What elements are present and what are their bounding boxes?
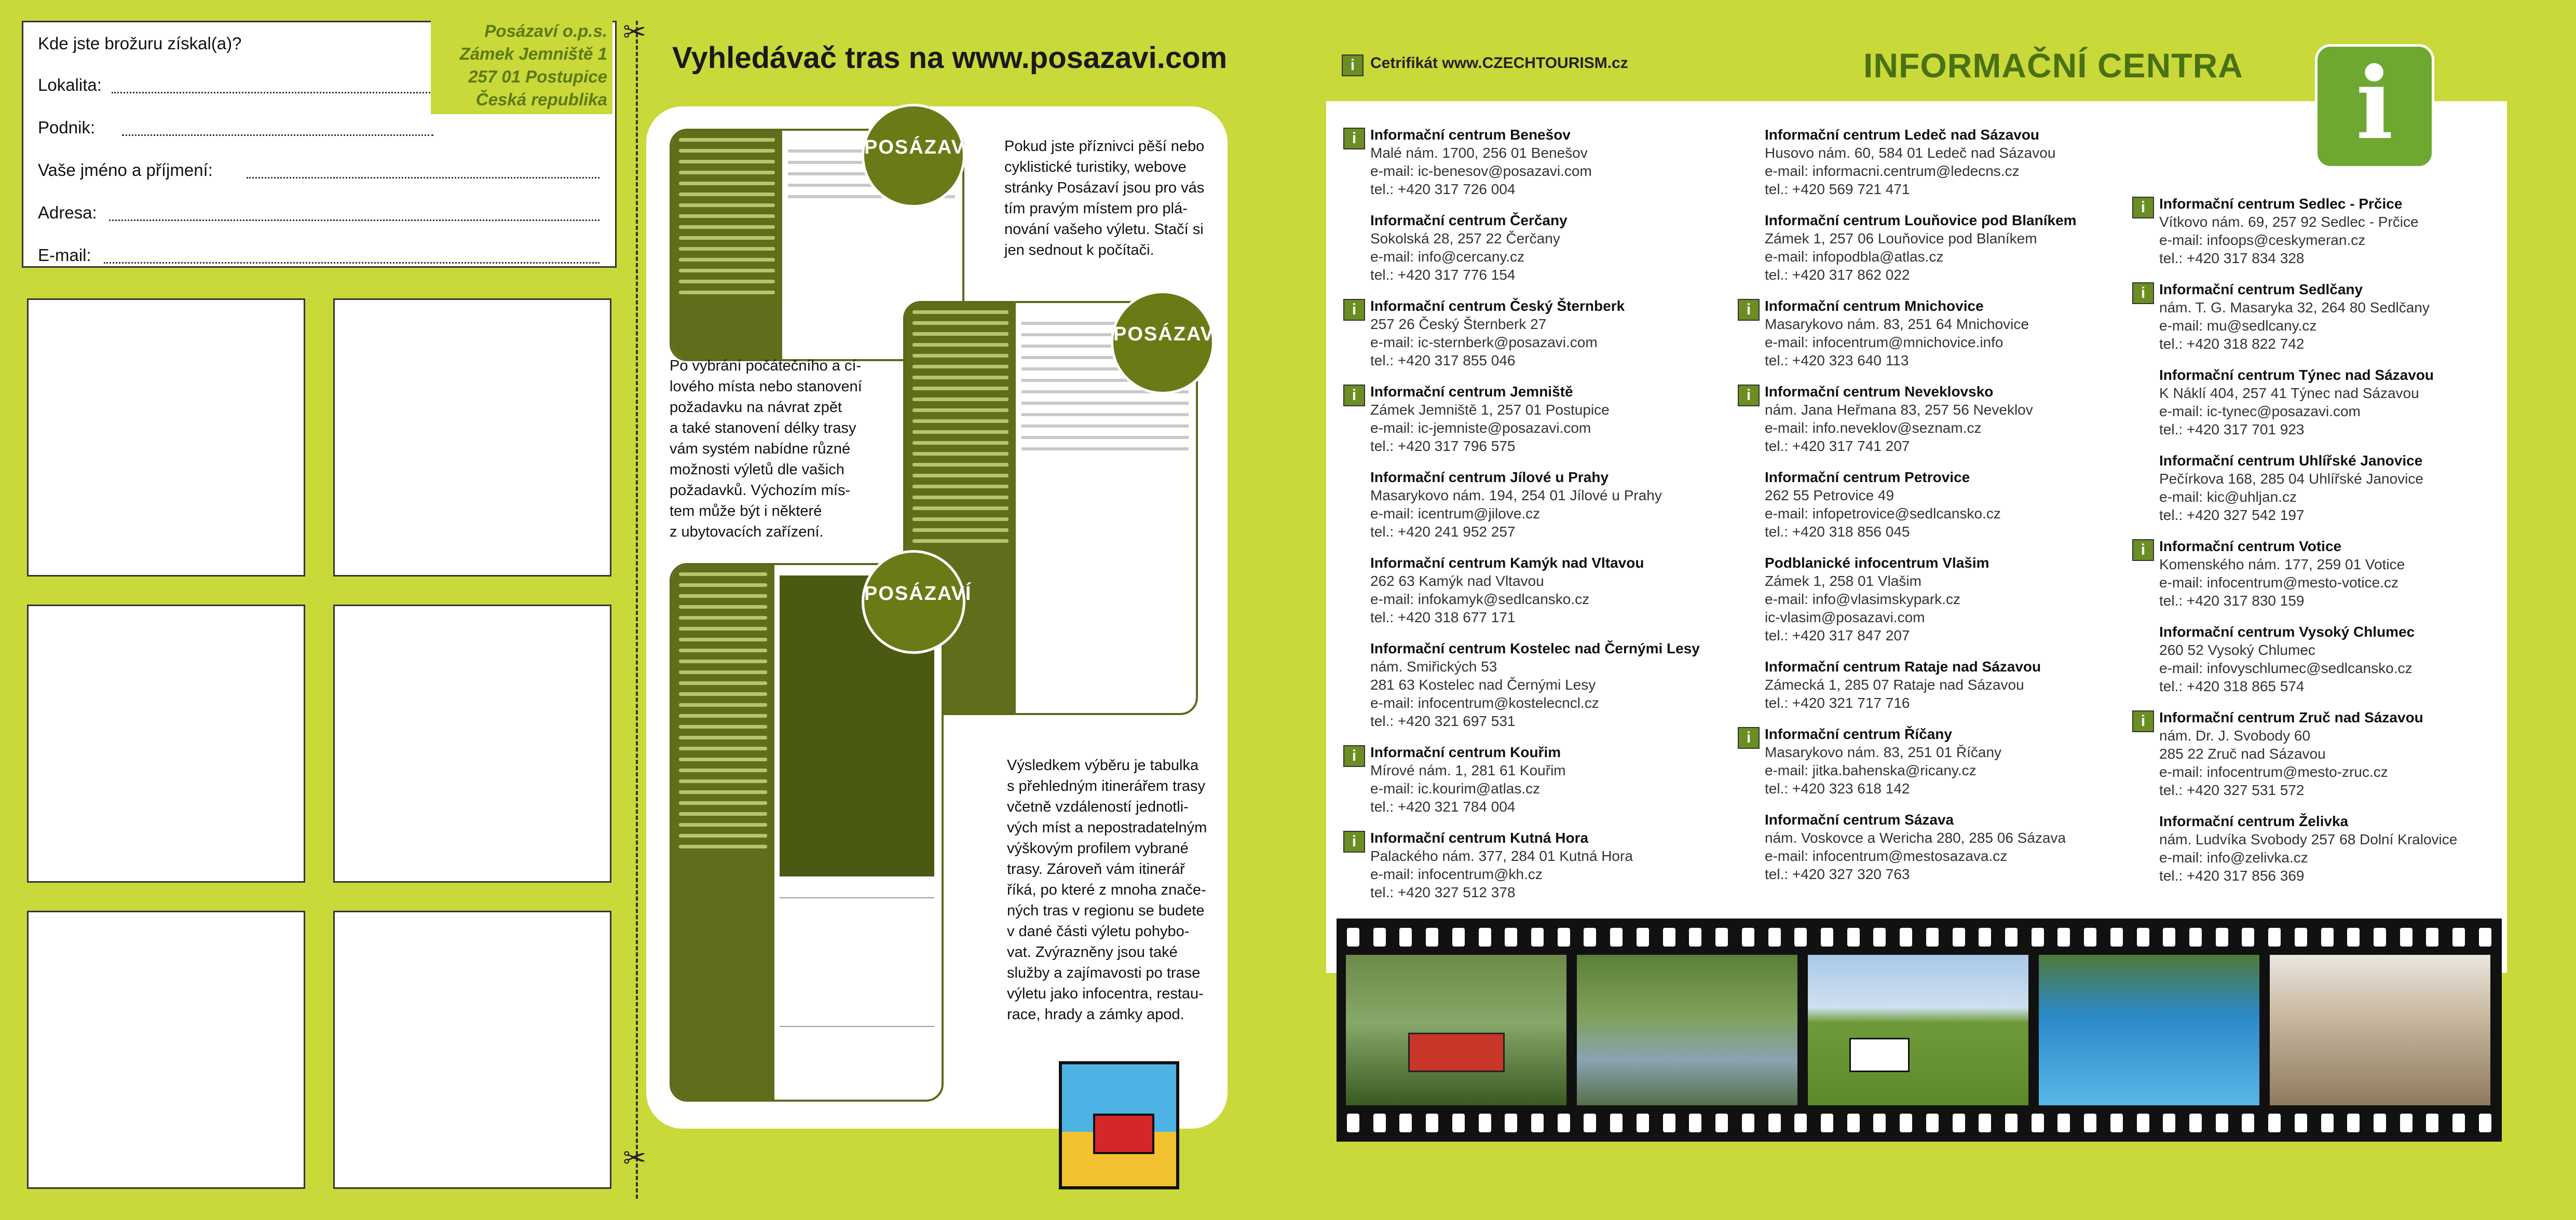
posazavi-logo-text: POSÁZAVÍ — [864, 583, 972, 605]
info-centre-detail: e-mail: infovyschlumec@sedlcansko.cz — [2159, 660, 2413, 676]
field-label-name: Vaše jméno a příjmení: — [38, 160, 213, 180]
info-centre-name: Informační centrum Vysoký Chlumec — [2159, 624, 2415, 640]
field-podnik[interactable] — [122, 134, 433, 136]
info-centre-detail: e-mail: infopetrovice@sedlcansko.cz — [1765, 505, 2001, 522]
info-centre-detail: tel.: +420 317 776 154 — [1370, 267, 1516, 283]
info-centre-detail: nám. Smiřických 53 — [1370, 659, 1497, 675]
info-centre-detail: tel.: +420 317 856 369 — [2159, 868, 2305, 884]
info-centre-entry — [2159, 366, 2554, 438]
info-centre-detail: tel.: +420 321 784 004 — [1370, 799, 1516, 815]
selection-paragraph — [670, 355, 888, 542]
paragraph-line: jen sednout k počítači. — [1004, 242, 1154, 258]
info-centre-detail: Sokolská 28, 257 22 Čerčany — [1370, 230, 1560, 246]
info-centre-name: Podblanické infocentrum Vlašim — [1765, 555, 1989, 571]
info-centre-name: Informační centrum Jemniště — [1370, 383, 1573, 400]
info-icon: i — [1343, 128, 1365, 149]
scissors-icon: ✂ — [623, 16, 647, 48]
screenshot-sidebar — [672, 565, 774, 1100]
info-centre-name: Informační centrum Louňovice pod Blaníkem — [1765, 212, 2077, 228]
info-centre-entry — [2141, 708, 2554, 799]
info-centre-detail: Zámek 1, 257 06 Louňovice pod Blaníkem — [1765, 230, 2037, 246]
info-centre-detail: nám. Ludvíka Svobody 257 68 Dolní Kralovice — [2159, 831, 2458, 847]
posazavi-logo-text: POSÁZAVÍ — [1113, 323, 1221, 345]
info-centre-detail: e-mail: infocentrum@kostelecncl.cz — [1370, 695, 1599, 711]
info-centre-entry — [1352, 382, 1765, 455]
certificate-text: Cetrifikát www.CZECHTOURISM.cz — [1370, 54, 1628, 72]
route-finder-title: Vyhledávač tras na www.posazavi.com — [672, 41, 1228, 75]
info-centre-entry — [1746, 297, 2159, 369]
field-email[interactable] — [104, 262, 599, 264]
address-line: Zámek Jemniště 1 — [459, 44, 607, 63]
info-centre-detail: tel.: +420 323 618 142 — [1765, 780, 1910, 797]
info-centre-name: Informační centrum Petrovice — [1765, 469, 1970, 485]
cut-line — [636, 21, 638, 1199]
info-centre-name: Informační centrum Kamýk nad Vltavou — [1370, 555, 1644, 571]
address-line: 257 01 Postupice — [468, 67, 607, 86]
info-centre-detail: e-mail: infokamyk@sedlcansko.cz — [1370, 591, 1590, 607]
info-centre-detail: Vítkovo nám. 69, 257 92 Sedlec - Prčice — [2159, 214, 2419, 230]
info-centre-name: Informační centrum Český Šternberk — [1370, 298, 1625, 314]
info-centre-name: Informační centrum Rataje nad Sázavou — [1765, 659, 2041, 675]
info-centre-detail: tel.: +420 321 697 531 — [1370, 713, 1516, 729]
info-centre-detail: Masarykovo nám. 83, 251 64 Mnichovice — [1765, 316, 2029, 332]
info-centre-name: Informační centrum Čerčany — [1370, 212, 1568, 228]
info-centre-detail: e-mail: infocentrum@mnichovice.info — [1765, 334, 2003, 350]
info-centre-name: Informační centrum Kutná Hora — [1370, 830, 1589, 846]
info-centre-detail: tel.: +420 321 717 716 — [1765, 695, 1910, 711]
info-centre-entry — [1370, 554, 1765, 626]
info-centre-detail: nám. Jana Heřmana 83, 257 56 Neveklov — [1765, 402, 2033, 418]
info-centre-detail: e-mail: icentrum@jilove.cz — [1370, 505, 1541, 522]
info-centre-detail: e-mail: ic-jemniste@posazavi.com — [1370, 420, 1591, 436]
info-centre-detail: tel.: +420 317 855 046 — [1370, 352, 1516, 368]
paragraph-line: cyklistické turistiky, webove — [1004, 159, 1187, 175]
paragraph-line: Pokud jste příznivci pěší nebo — [1004, 138, 1205, 155]
info-logo — [2315, 44, 2434, 169]
field-label-podnik: Podnik: — [38, 118, 96, 137]
info-centre-detail: e-mail: infoops@ceskymeran.cz — [2159, 232, 2366, 248]
photo-swimming-pool — [2039, 955, 2259, 1105]
info-centre-detail: nám. Dr. J. Svobody 60 — [2159, 728, 2311, 744]
info-centre-detail: Masarykovo nám. 194, 254 01 Jílové u Prahy — [1370, 487, 1662, 503]
info-centre-entry — [1746, 725, 2159, 798]
paragraph-line: tím pravým místem pro plá- — [1004, 200, 1188, 217]
info-centre-detail: tel.: +420 317 701 923 — [2159, 421, 2305, 437]
info-centre-entry — [1765, 126, 2159, 198]
info-icon: i — [1343, 385, 1365, 406]
info-centre-entry — [1765, 811, 2159, 883]
photo-train — [1346, 955, 1566, 1105]
info-centre-detail: e-mail: infocentrum@mestosazava.cz — [1765, 848, 2008, 864]
info-centre-detail: 260 52 Vysoký Chlumec — [2159, 642, 2315, 658]
paragraph-line: a také stanovení délky trasy — [670, 420, 856, 436]
info-centre-detail: Komenského nám. 177, 259 01 Votice — [2159, 556, 2405, 572]
posazavi-logo-text: POSÁZAVÍ — [864, 136, 972, 158]
info-icon: i — [1738, 385, 1760, 406]
info-centre-detail: Palackého nám. 377, 284 01 Kutná Hora — [1370, 848, 1633, 864]
info-centre-entry — [1352, 297, 1765, 369]
address-line: Česká republika — [475, 90, 607, 109]
paragraph-line: nování vašeho výletu. Stačí si — [1004, 221, 1204, 238]
paragraph-line: požadavků. Výchozím mís- — [670, 482, 851, 499]
field-label-email: E-mail: — [38, 245, 91, 265]
info-centre-detail: tel.: +420 327 542 197 — [2159, 507, 2305, 523]
info-centre-entry — [1370, 468, 1765, 541]
info-centre-entry — [1370, 639, 1765, 730]
info-centres-title: INFORMAČNÍ CENTRA — [1863, 46, 2243, 85]
info-centre-name: Informační centrum Zruč nad Sázavou — [2159, 709, 2423, 725]
form-question: Kde jste brožuru získal(a)? — [38, 34, 242, 53]
info-centre-detail: e-mail: informacni.centrum@ledecns.cz — [1765, 163, 2020, 179]
screenshot-sidebar — [672, 131, 782, 359]
field-address[interactable] — [109, 220, 599, 221]
info-icon: i — [2132, 282, 2154, 304]
info-centre-detail: Masarykovo nám. 83, 251 01 Říčany — [1765, 744, 2002, 760]
info-icon: i — [1343, 745, 1365, 767]
info-centre-detail: Zámek 1, 258 01 Vlašim — [1765, 573, 1921, 589]
photo-slot[interactable] — [27, 298, 305, 577]
info-centre-detail: Malé nám. 1700, 256 01 Benešov — [1370, 145, 1588, 161]
paragraph-line: s přehledným itinerářem trasy — [1007, 778, 1205, 794]
info-centre-entry — [2141, 537, 2554, 610]
field-lokalita[interactable] — [112, 92, 433, 93]
info-centre-detail: 257 26 Český Šternberk 27 — [1370, 316, 1547, 332]
field-label-lokalita: Lokalita: — [38, 75, 102, 94]
paragraph-line: říká, po které z mnoha znače- — [1007, 882, 1206, 898]
info-icon: i — [2132, 710, 2154, 732]
info-centre-detail: 262 63 Kamýk nad Vltavou — [1370, 573, 1544, 589]
info-icon: i — [2132, 539, 2154, 561]
info-centre-detail: tel.: +420 327 320 763 — [1765, 866, 1910, 882]
info-icon: i — [1342, 54, 1364, 76]
info-centre-name: Informační centrum Mnichovice — [1765, 298, 1984, 314]
paragraph-line: výletu jako infocentra, restau- — [1007, 985, 1204, 1002]
info-centre-detail: Zámecká 1, 285 07 Rataje nad Sázavou — [1765, 677, 2024, 693]
info-centre-detail: tel.: +420 327 512 378 — [1370, 884, 1516, 900]
info-centre-name: Informační centrum Želivka — [2159, 813, 2349, 829]
photo-cows — [1808, 955, 2028, 1105]
intro-paragraph — [1004, 136, 1222, 261]
photo-slot[interactable] — [27, 605, 305, 883]
info-centre-entry — [2141, 280, 2554, 353]
paragraph-line: možnosti výletů dle vašich — [670, 461, 844, 478]
info-centre-detail: tel.: +420 241 952 257 — [1370, 524, 1516, 540]
info-logo-letter: i — [2355, 46, 2394, 161]
info-centre-entry — [1765, 468, 2159, 541]
paragraph-line: služby a zajímavosti po trase — [1007, 965, 1201, 981]
paragraph-line: vat. Zvýrazněny jsou také — [1007, 944, 1178, 961]
info-centre-detail: tel.: +420 317 834 328 — [2159, 250, 2305, 266]
paragraph-line: v dané části výletu pohybo- — [1007, 923, 1190, 940]
photo-slot[interactable] — [333, 605, 611, 883]
info-centre-entry — [1765, 211, 2159, 284]
info-centre-name: Informační centrum Neveklovsko — [1765, 383, 1994, 400]
info-centre-detail: e-mail: ic.kourim@atlas.cz — [1370, 780, 1541, 797]
info-centre-detail: tel.: +420 318 677 171 — [1370, 609, 1516, 625]
scissors-icon: ✂ — [623, 1142, 647, 1174]
info-centre-detail: e-mail: info.neveklov@seznam.cz — [1765, 420, 1982, 436]
info-centre-name: Informační centrum Sedlčany — [2159, 281, 2363, 297]
posazavi-logo — [862, 104, 972, 208]
info-centre-name: Informační centrum Benešov — [1370, 127, 1571, 143]
photo-slot[interactable] — [333, 911, 611, 1189]
address-line: Posázaví o.p.s. — [484, 21, 607, 40]
info-centre-entry — [2141, 195, 2554, 267]
info-centre-detail: tel.: +420 569 721 471 — [1765, 181, 1910, 197]
info-centre-entry — [1352, 126, 1765, 198]
info-centre-entry — [1370, 211, 1765, 284]
info-centre-detail: e-mail: ic-sternberk@posazavi.com — [1370, 334, 1598, 350]
info-icon: i — [2132, 197, 2154, 218]
info-centre-detail: 262 55 Petrovice 49 — [1765, 487, 1894, 503]
info-centre-detail: e-mail: info@zelivka.cz — [2159, 849, 2308, 866]
paragraph-line: Výsledkem výběru je tabulka — [1007, 757, 1199, 774]
info-centre-name: Informační centrum Kouřim — [1370, 744, 1561, 760]
paragraph-line: vých míst a nepostradatelným — [1007, 819, 1207, 836]
info-centre-detail: 281 63 Kostelec nad Černými Lesy — [1370, 677, 1596, 693]
info-centre-detail: Mírové nám. 1, 281 61 Kouřim — [1370, 762, 1566, 778]
paragraph-line: požadavku na návrat zpět — [670, 399, 842, 416]
result-paragraph — [1007, 755, 1225, 1025]
field-name[interactable] — [247, 177, 599, 179]
info-centre-name: Informační centrum Ledeč nad Sázavou — [1765, 127, 2040, 143]
info-centre-detail: e-mail: info@vlasimskypark.cz — [1765, 591, 1960, 607]
info-centre-detail: e-mail: infopodbla@atlas.cz — [1765, 249, 1944, 265]
info-centre-detail: e-mail: ic-benesov@posazavi.com — [1370, 163, 1592, 179]
film-holes — [1347, 928, 2491, 947]
info-centre-name: Informační centrum Uhlířské Janovice — [2159, 453, 2423, 469]
paragraph-line: lového místa nebo stanovení — [670, 378, 862, 395]
info-centre-detail: ic-vlasim@posazavi.com — [1765, 609, 1925, 625]
info-centre-detail: tel.: +420 318 865 574 — [2159, 678, 2305, 694]
film-holes — [1347, 1114, 2491, 1132]
info-centre-entry — [1352, 743, 1765, 816]
posazavi-logo — [1111, 291, 1221, 394]
info-centre-detail: Husovo nám. 60, 584 01 Ledeč nad Sázavou — [1765, 145, 2056, 161]
info-centre-name: Informační centrum Jílové u Prahy — [1370, 469, 1609, 485]
info-centre-detail: nám. Voskovce a Wericha 280, 285 06 Sázava — [1765, 830, 2066, 846]
info-icon: i — [1343, 299, 1365, 321]
info-centre-detail: e-mail: kic@uhljan.cz — [2159, 489, 2297, 505]
info-centre-entry — [1352, 829, 1765, 901]
photo-slot[interactable] — [27, 911, 305, 1189]
info-centre-entry — [1765, 657, 2159, 712]
info-centre-detail: e-mail: infocentrum@mesto-zruc.cz — [2159, 764, 2388, 780]
info-centre-detail: e-mail: info@cercany.cz — [1370, 249, 1525, 265]
info-centre-detail: tel.: +420 317 796 575 — [1370, 438, 1516, 454]
sender-address — [436, 20, 607, 111]
info-centre-detail: tel.: +420 318 822 742 — [2159, 336, 2305, 352]
photo-slot[interactable] — [333, 298, 611, 577]
train-logo — [1059, 1061, 1179, 1189]
field-label-address: Adresa: — [38, 203, 97, 222]
posazavi-logo — [862, 550, 972, 654]
info-centre-detail: tel.: +420 317 847 207 — [1765, 627, 1910, 643]
info-centre-detail: e-mail: ic-tynec@posazavi.com — [2159, 403, 2361, 419]
info-centre-detail: tel.: +420 323 640 113 — [1765, 352, 1909, 368]
info-centre-detail: tel.: +420 317 862 022 — [1765, 267, 1910, 283]
info-centre-detail: nám. T. G. Masaryka 32, 264 80 Sedlčany — [2159, 299, 2430, 316]
paragraph-line: včetně vzdáleností jednotli- — [1007, 799, 1189, 815]
photo-river-rafting — [1577, 955, 1797, 1105]
info-centre-detail: K Náklí 404, 257 41 Týnec nad Sázavou — [2159, 385, 2419, 401]
photo-film-strip — [1337, 919, 2502, 1142]
paragraph-line: ných tras v regionu se budete — [1007, 902, 1205, 919]
photo-reenactment — [2270, 955, 2490, 1105]
info-icon: i — [1738, 299, 1760, 321]
info-centre-detail: e-mail: infocentrum@kh.cz — [1370, 866, 1543, 882]
info-centre-detail: e-mail: infocentrum@mesto-votice.cz — [2159, 574, 2399, 591]
paragraph-line: vám systém nabídne různé — [670, 441, 851, 457]
paragraph-line: tem může být i některé — [670, 503, 822, 519]
paragraph-line: výškovým profilem vybrané — [1007, 840, 1189, 857]
info-centre-name: Informační centrum Kostelec nad Černými Lesy — [1370, 640, 1700, 656]
info-centre-detail: Zámek Jemniště 1, 257 01 Postupice — [1370, 402, 1610, 418]
paragraph-line: stránky Posázaví jsou pro vás — [1004, 180, 1205, 196]
paragraph-line: Po vybrání počátečního a cí- — [670, 358, 862, 374]
info-centre-detail: tel.: +420 327 531 572 — [2159, 782, 2305, 798]
info-centre-detail: e-mail: jitka.bahenska@ricany.cz — [1765, 762, 1977, 778]
elevation-profile — [780, 897, 934, 1027]
paragraph-line: z ubytovacích zařízení. — [670, 524, 824, 540]
cow-image — [1849, 1038, 1910, 1072]
info-centre-entry — [2159, 451, 2554, 524]
info-centre-detail: 285 22 Zruč nad Sázavou — [2159, 746, 2326, 762]
info-centre-detail: tel.: +420 317 726 004 — [1370, 181, 1516, 197]
locomotive-icon — [1093, 1114, 1154, 1154]
info-centre-detail: Pečírkova 168, 285 04 Uhlířské Janovice — [2159, 471, 2423, 487]
info-centre-detail: tel.: +420 317 830 159 — [2159, 593, 2305, 609]
info-centre-entry — [1765, 554, 2159, 645]
info-centre-name: Informační centrum Votice — [2159, 538, 2342, 554]
info-centre-name: Informační centrum Týnec nad Sázavou — [2159, 367, 2434, 383]
info-centre-entry — [1746, 382, 2159, 455]
info-centre-detail: e-mail: mu@sedlcany.cz — [2159, 318, 2317, 334]
info-icon: i — [1343, 831, 1365, 853]
info-centre-detail: tel.: +420 318 856 045 — [1765, 524, 1910, 540]
info-icon: i — [1738, 727, 1760, 749]
info-centre-name: Informační centrum Sedlec - Prčice — [2159, 196, 2403, 212]
train-image — [1408, 1033, 1505, 1072]
info-centre-entry — [2159, 623, 2554, 695]
paragraph-line: race, hrady a zámky apod. — [1007, 1006, 1184, 1023]
info-centre-name: Informační centrum Říčany — [1765, 726, 1952, 742]
info-centre-name: Informační centrum Sázava — [1765, 812, 1954, 828]
paragraph-line: trasy. Zároveň vám itinerář — [1007, 861, 1185, 878]
info-centre-entry — [2159, 812, 2554, 885]
info-centre-detail: tel.: +420 317 741 207 — [1765, 438, 1910, 454]
